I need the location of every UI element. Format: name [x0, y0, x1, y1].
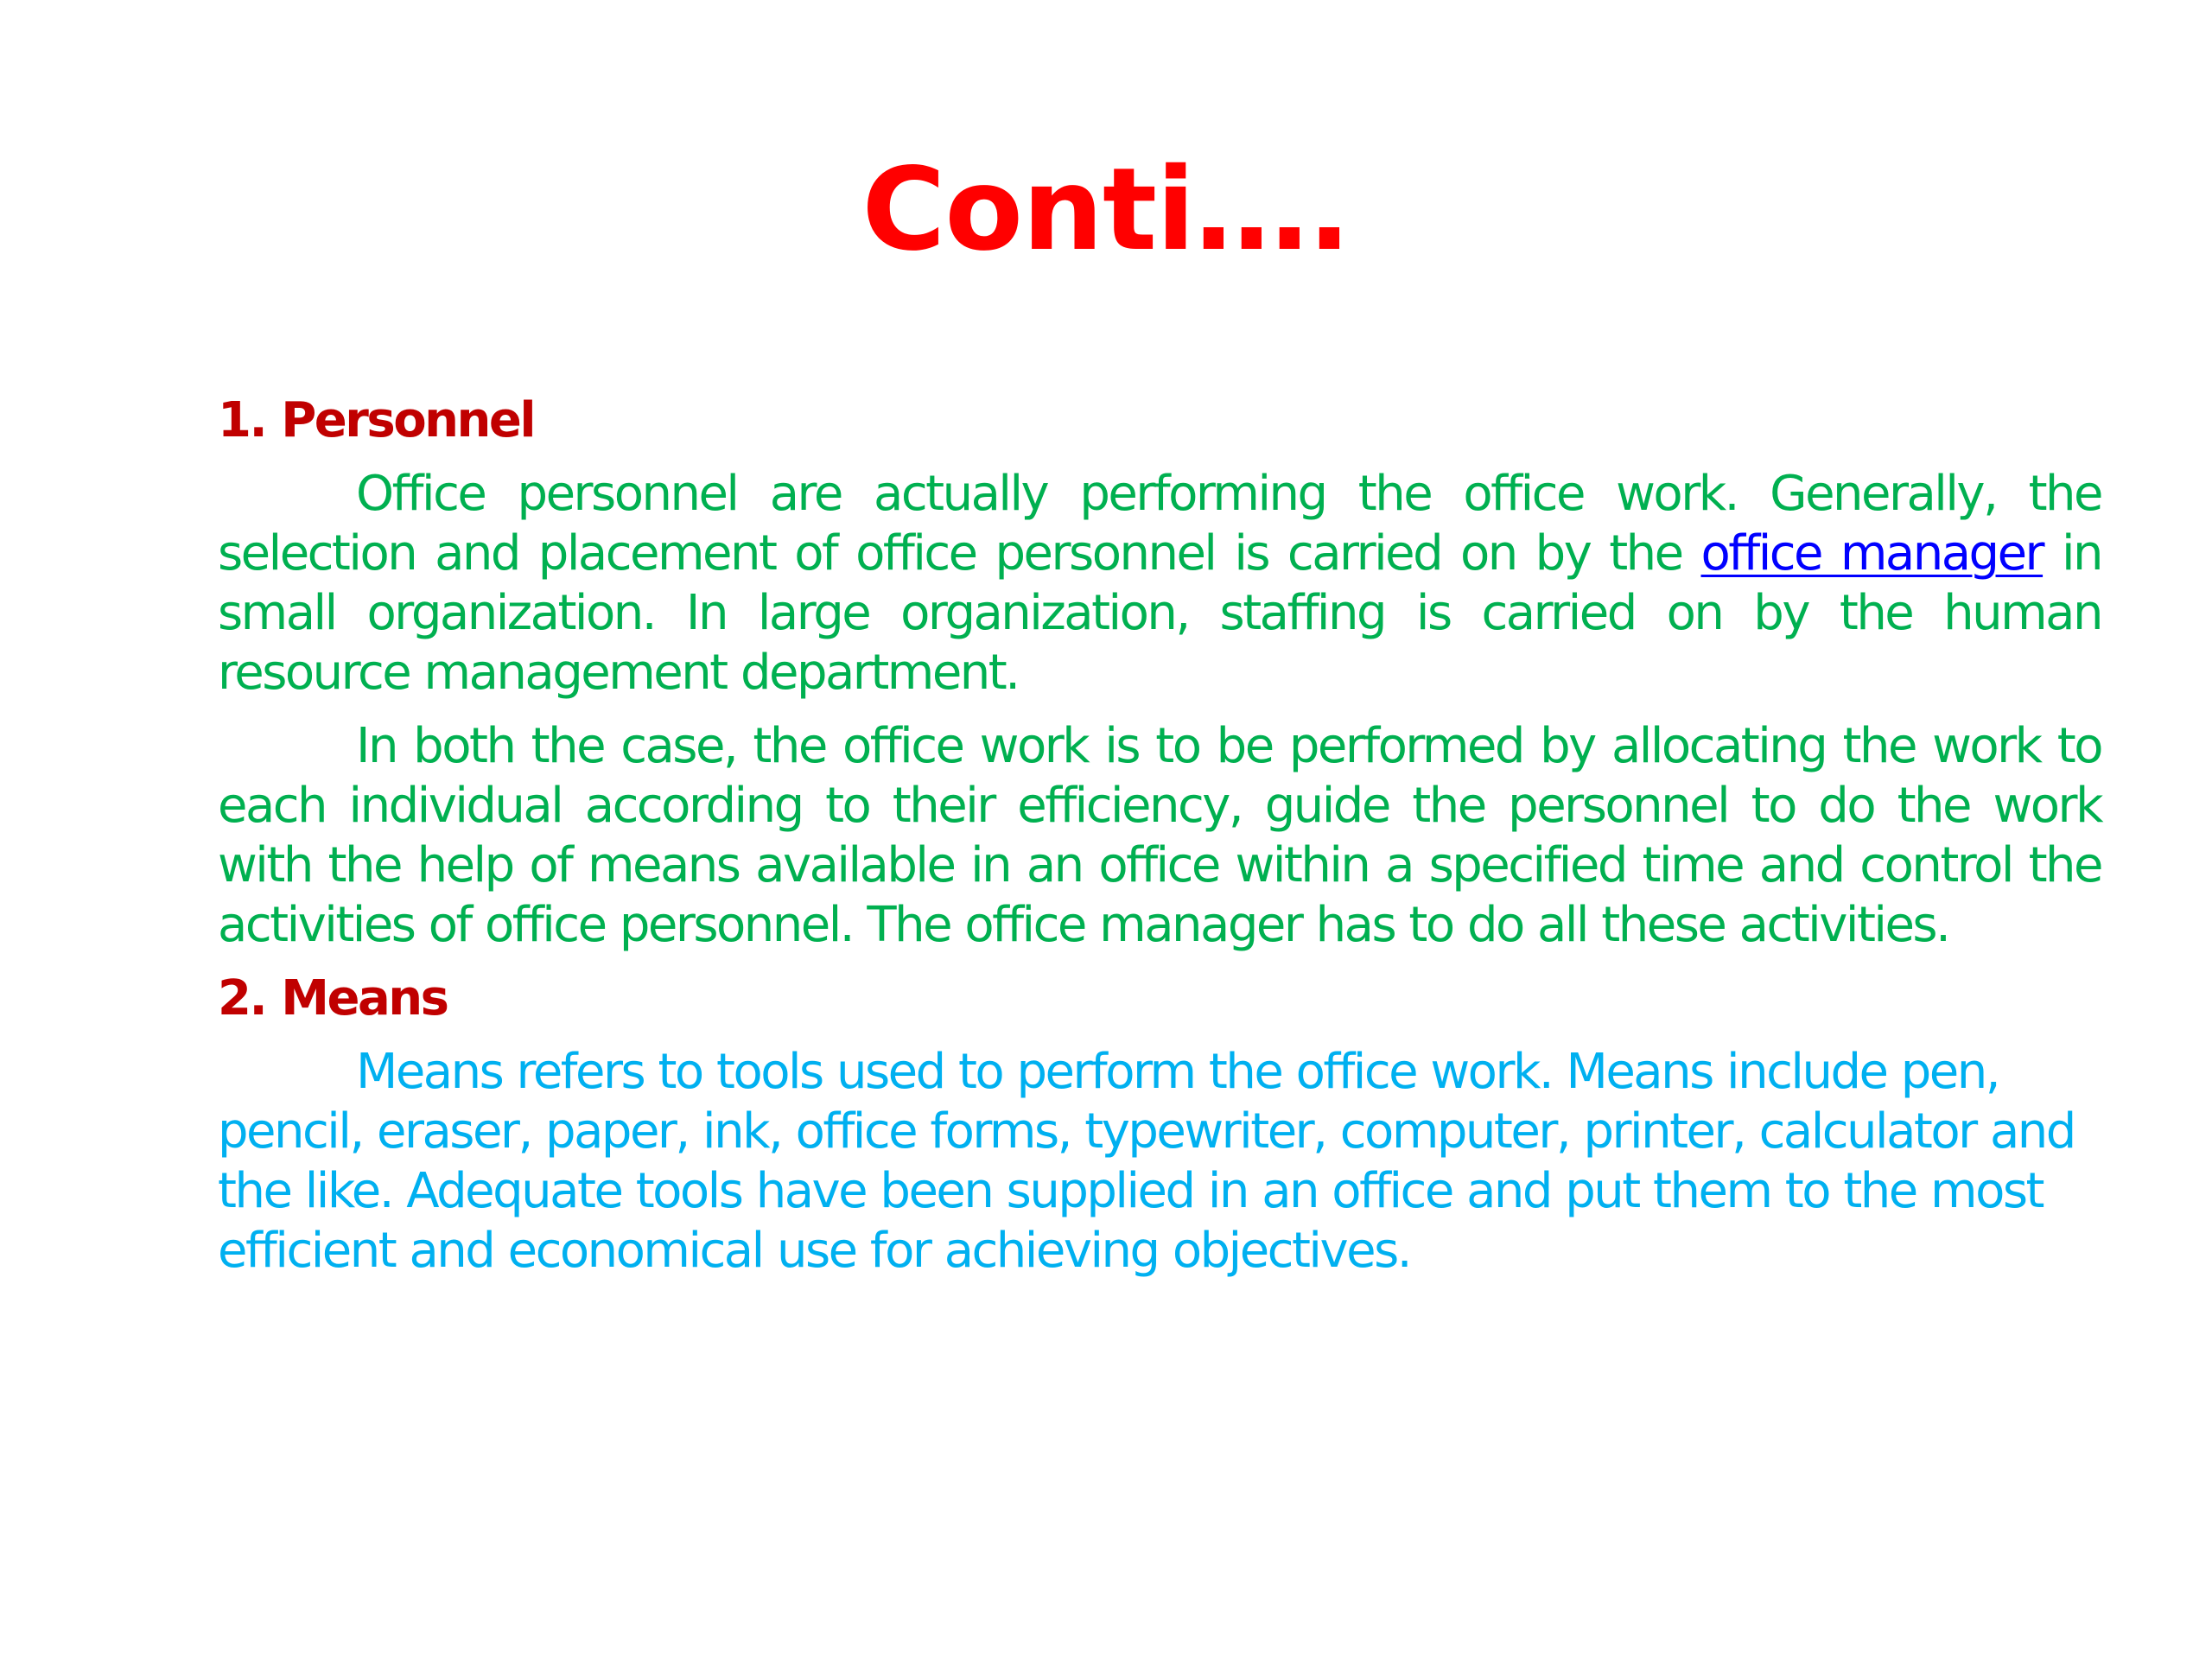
slide-body [218, 391, 2101, 1281]
personnel-paragraph-1-text-a: Office personnel are actually performing the office work. Generally, the selection and placement of office personnel is carried on by the [218, 466, 2101, 582]
spacer [218, 450, 2101, 464]
slide-title: Conti…. [861, 143, 1351, 276]
personnel-paragraph-1-text-b: in small organization. In large organization, staffing is carried on by the human resource management department. [218, 525, 2102, 701]
section-heading-personnel: 1. Personnel [218, 392, 535, 448]
personnel-paragraph-2: In both the case, the office work is to be performed by allocating the work to each individual according to their efficiency, guide the personnel to do the work with the help of means available in an office within a specified time and control the activities of office personnel. The office manager has to do all these activities. [218, 718, 2101, 953]
means-paragraph: Means refers to tools used to perform the office work. Means include pen, pencil, eraser, paper, ink, office forms, typewriter, computer, printer, calculator and the like. Adequate tools have been supplied in an office and put them to the most efficient and economical use for achieving objectives. [218, 1044, 2075, 1279]
spacer [218, 1028, 2101, 1042]
section-heading-means: 2. Means [218, 970, 448, 1027]
spacer [218, 702, 2101, 716]
office-manager-link[interactable]: office manager [1700, 525, 2044, 582]
spacer [218, 955, 2101, 969]
personnel-paragraph-1 [218, 464, 2101, 702]
